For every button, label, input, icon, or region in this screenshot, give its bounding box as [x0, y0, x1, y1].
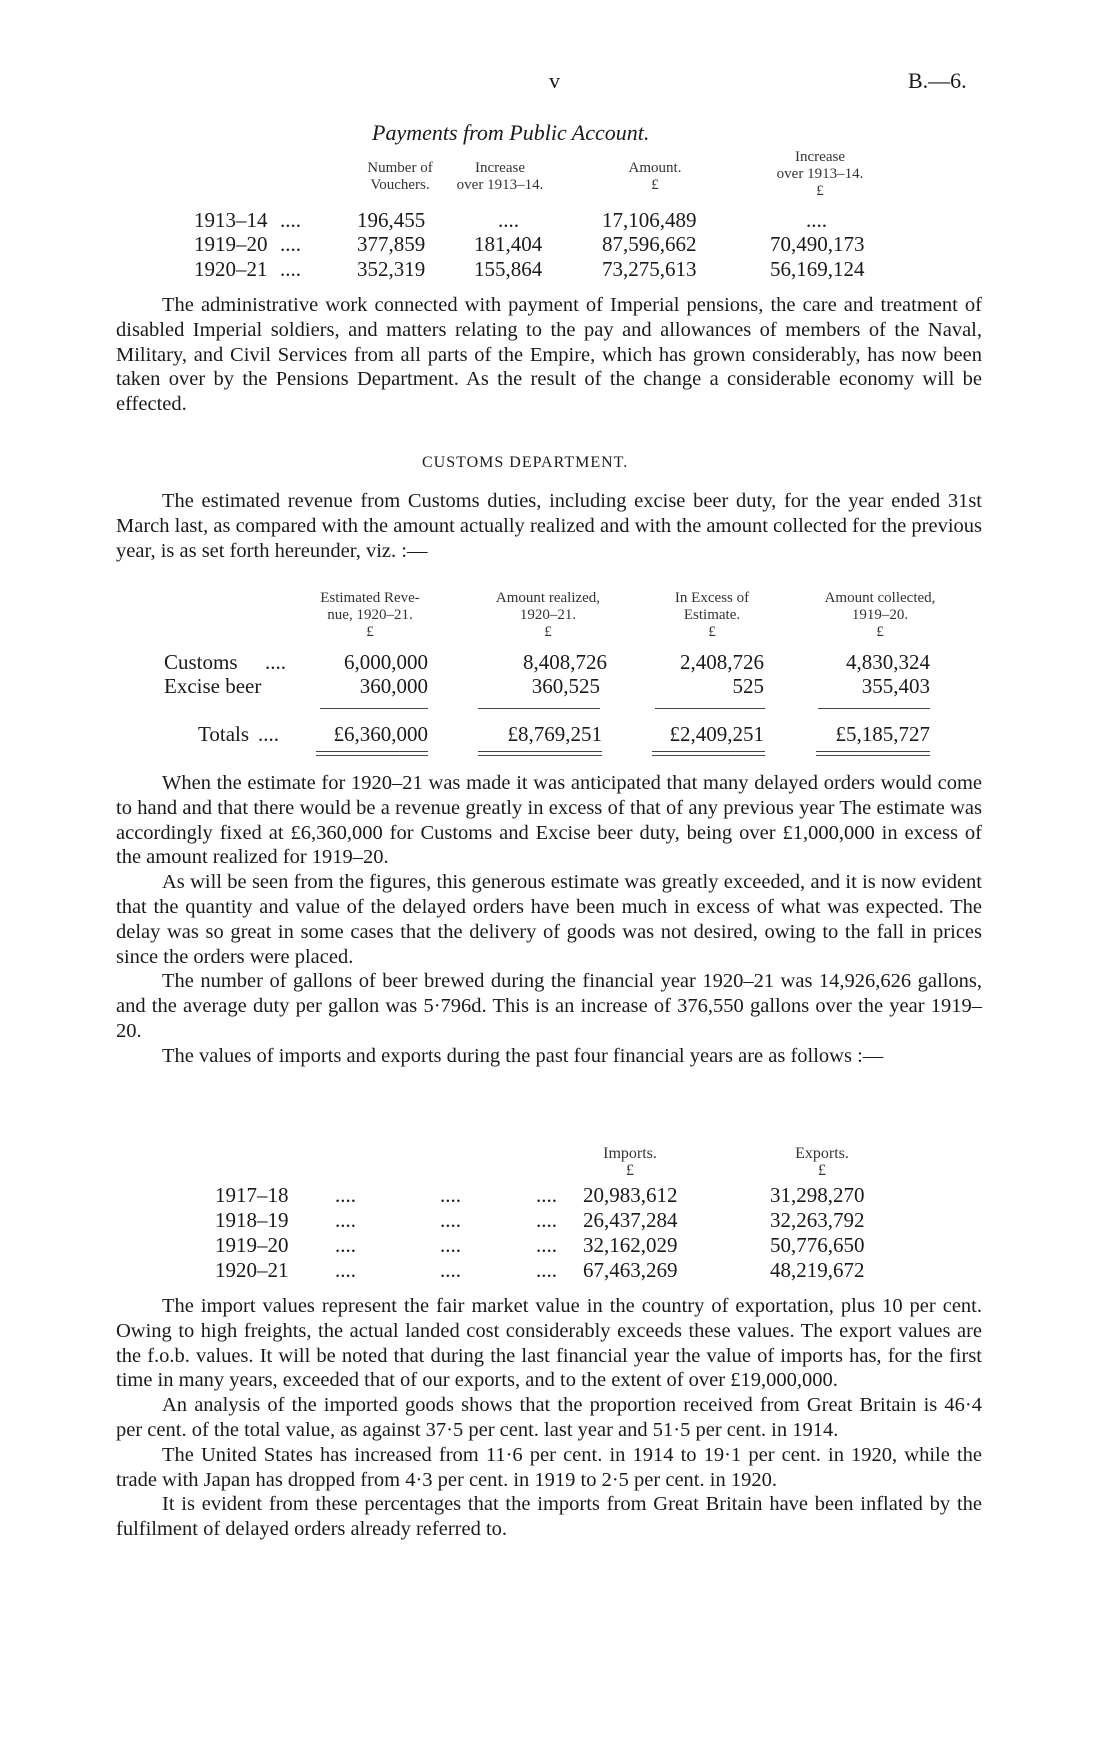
- paragraph-beer: The number of gallons of beer brewed during the financial year 1920–21 was 14,926,626 gallons, and the average duty per gallon was 5·796d. This is an increase of 376,550 gallons over the year 1919–20.: [116, 970, 982, 1042]
- customs-rule: [655, 708, 765, 709]
- payments-header-increase-amount: Increase over 1913–14. £: [776, 149, 864, 199]
- customs-double-rule: [316, 755, 428, 756]
- customs-header-collected: Amount collected, 1919–20. £: [824, 590, 936, 640]
- payments-increase-amount: 70,490,173: [770, 232, 865, 256]
- paragraph-block-estimate: [116, 771, 982, 1069]
- trade-dots: ....: [536, 1233, 557, 1257]
- trade-dots: ....: [536, 1183, 557, 1207]
- payments-increase: 155,864: [474, 257, 543, 281]
- paragraph-analysis: An analysis of the imported goods shows that the proportion received from Great Britain is 46·4 per cent. of the total value, as against 37·5 per cent. last year and 51·5 per cent. in 1914.: [116, 1394, 982, 1441]
- customs-double-rule: [652, 751, 765, 752]
- payments-header-amount: Amount. £: [628, 160, 682, 193]
- trade-exports: 32,263,792: [770, 1208, 865, 1232]
- customs-excess: 525: [732, 674, 764, 698]
- customs-double-rule: [478, 755, 602, 756]
- trade-dots: ....: [335, 1258, 356, 1282]
- customs-row-label: Excise beer: [164, 674, 262, 698]
- payments-increase: ....: [498, 208, 519, 232]
- payments-increase: 181,404: [474, 232, 543, 256]
- payments-amount: 17,106,489: [602, 208, 697, 232]
- payments-header-vouchers: Number of Vouchers.: [367, 160, 433, 193]
- customs-totals-label: Totals: [198, 722, 250, 746]
- trade-dots: ....: [440, 1208, 461, 1232]
- trade-dots: ....: [335, 1183, 356, 1207]
- customs-rule: [320, 708, 428, 709]
- trade-exports: 48,219,672: [770, 1258, 865, 1282]
- customs-totals-collected: £5,185,727: [835, 722, 930, 746]
- trade-year: 1919–20: [215, 1233, 289, 1257]
- document-reference: B.—6.: [908, 68, 967, 93]
- paragraph-estimate: When the estimate for 1920–21 was made it was anticipated that many delayed orders would come to hand and that there would be a revenue greatly in excess of that of any previous year The estimate was accordingly fixed at £6,360,000 for Customs and Excise beer duty, being over £1,000,000 in excess of the amount realized for 1919–20.: [116, 772, 982, 869]
- trade-imports: 67,463,269: [583, 1258, 678, 1282]
- paragraph-block-final: [116, 1294, 982, 1542]
- customs-realized: 8,408,726: [523, 650, 607, 674]
- payments-header-increase-vouchers: Increase over 1913–14.: [456, 160, 544, 193]
- payments-vouchers: 377,859: [357, 232, 426, 256]
- trade-dots: ....: [536, 1208, 557, 1232]
- paragraph-import-values: The import values represent the fair market value in the country of exportation, plus 10 per cent. Owing to high freights, the actual landed cost considerably exceeds these values. The export values are the f.o.b. values. It will be noted that during the last financial year the value of imports has, for the first time in many years, exceeded that of our exports, and to the extent of over £19,000,000.: [116, 1295, 982, 1392]
- page-numeral: v: [549, 68, 560, 93]
- trade-dots: ....: [536, 1258, 557, 1282]
- customs-double-rule: [316, 751, 428, 752]
- payments-increase-amount: 56,169,124: [770, 257, 865, 281]
- payments-title: Payments from Public Account.: [372, 120, 650, 145]
- trade-dots: ....: [335, 1208, 356, 1232]
- customs-double-rule: [816, 755, 930, 756]
- customs-header-estimated: Estimated Reve- nue, 1920–21. £: [320, 590, 420, 640]
- customs-header-realized: Amount realized, 1920–21. £: [495, 590, 601, 640]
- trade-year: 1917–18: [215, 1183, 289, 1207]
- customs-row-label: Customs: [164, 650, 238, 674]
- paragraph-evident: It is evident from these percentages that the imports from Great Britain have been inflated by the fulfilment of delayed orders already referred to.: [116, 1493, 982, 1541]
- payments-dots: ....: [280, 208, 301, 232]
- trade-dots: ....: [335, 1233, 356, 1257]
- customs-double-rule: [816, 751, 930, 752]
- trade-exports: 31,298,270: [770, 1183, 865, 1207]
- customs-row-dots: ....: [265, 650, 286, 674]
- payments-year: 1920–21: [194, 257, 268, 281]
- customs-collected: 355,403: [861, 674, 930, 698]
- payments-amount: 73,275,613: [602, 257, 697, 281]
- customs-double-rule: [652, 755, 765, 756]
- paragraph-customs-intro: The estimated revenue from Customs duties, including excise beer duty, for the year ended 31st March last, as compared with the amount actually realized and with the amount collected for the previous year, is as set forth hereunder, viz. :—: [116, 490, 982, 562]
- paragraph-pensions: The administrative work connected with payment of Imperial pensions, the care and treatment of disabled Imperial soldiers, and matters relating to the pay and allowances of members of the Naval, Military, and Civil Services from all parts of the Empire, which has grown considerably, has now been taken over by the Pensions Department. As the result of the change a considerable economy will be effected.: [116, 294, 982, 416]
- payments-amount: 87,596,662: [602, 232, 697, 256]
- customs-rule: [818, 708, 930, 709]
- customs-estimated: 360,000: [359, 674, 428, 698]
- payments-increase-amount: ....: [806, 208, 827, 232]
- paragraph-exceeded: As will be seen from the figures, this generous estimate was greatly exceeded, and it is now evident that the quantity and value of the delayed orders have been much in excess of what was expected. The delay was so great in some cases that the delivery of goods was not desired, owing to the fall in prices since the orders were placed.: [116, 871, 982, 968]
- payments-vouchers: 196,455: [357, 208, 426, 232]
- trade-imports: 26,437,284: [583, 1208, 678, 1232]
- customs-excess: 2,408,726: [680, 650, 764, 674]
- customs-estimated: 6,000,000: [344, 650, 428, 674]
- trade-header-imports: Imports. £: [603, 1145, 657, 1179]
- customs-header-excess: In Excess of Estimate. £: [674, 590, 750, 640]
- trade-dots: ....: [440, 1233, 461, 1257]
- trade-imports: 32,162,029: [583, 1233, 678, 1257]
- payments-year: 1919–20: [194, 232, 268, 256]
- customs-rule: [478, 708, 600, 709]
- trade-imports: 20,983,612: [583, 1183, 678, 1207]
- customs-totals-realized: £8,769,251: [507, 722, 602, 746]
- customs-heading: CUSTOMS DEPARTMENT.: [422, 454, 629, 471]
- paragraph-united-states: The United States has increased from 11·6 per cent. in 1914 to 19·1 per cent. in 1920, while the trade with Japan has dropped from 4·3 per cent. in 1919 to 2·5 per cent. in 1920.: [116, 1443, 982, 1491]
- payments-dots: ....: [280, 257, 301, 281]
- payments-dots: ....: [280, 232, 301, 256]
- payments-vouchers: 352,319: [357, 257, 426, 281]
- payments-year: 1913–14: [194, 208, 268, 232]
- trade-header-exports: Exports. £: [795, 1145, 849, 1179]
- trade-year: 1918–19: [215, 1208, 289, 1232]
- trade-year: 1920–21: [215, 1258, 289, 1282]
- trade-dots: ....: [440, 1183, 461, 1207]
- customs-realized: 360,525: [531, 674, 600, 698]
- trade-dots: ....: [440, 1258, 461, 1282]
- customs-double-rule: [478, 751, 602, 752]
- trade-exports: 50,776,650: [770, 1233, 865, 1257]
- paragraph-values-intro: The values of imports and exports during the past four financial years are as follows :—: [162, 1044, 884, 1067]
- customs-collected: 4,830,324: [846, 650, 930, 674]
- customs-totals-estimated: £6,360,000: [333, 722, 428, 746]
- customs-totals-excess: £2,409,251: [669, 722, 764, 746]
- customs-totals-dots: ....: [258, 722, 279, 746]
